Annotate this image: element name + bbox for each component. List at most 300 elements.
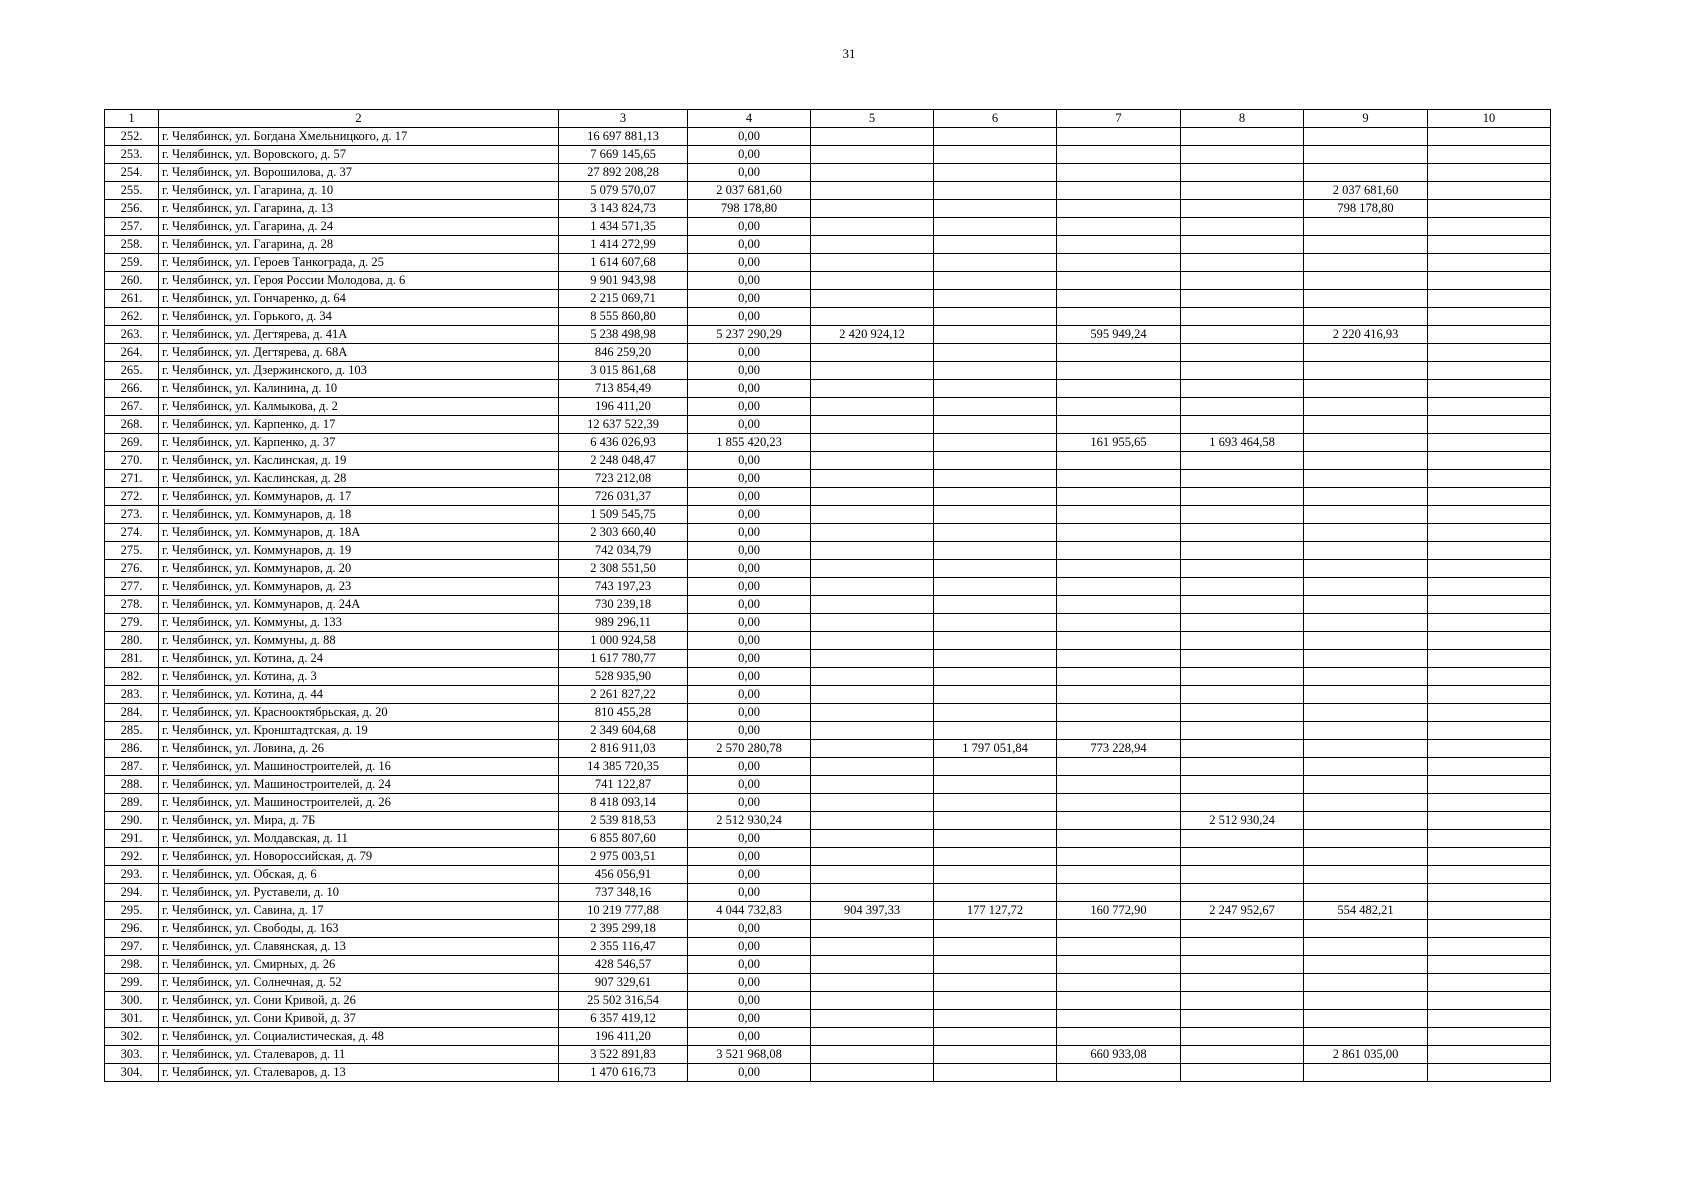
- table-row: [105, 758, 1551, 776]
- table-row: [105, 596, 1551, 614]
- row-number-cell: 253.: [105, 146, 159, 164]
- row-number-cell: 282.: [105, 668, 159, 686]
- value-cell-col-4: 0,00: [688, 614, 811, 632]
- value-cell-col-8: 2 512 930,24: [1181, 812, 1304, 830]
- value-cell-col-5: [811, 470, 934, 488]
- address-cell: г. Челябинск, ул. Героя России Молодова, д. 6: [159, 272, 559, 290]
- address-cell: г. Челябинск, ул. Каслинская, д. 19: [159, 452, 559, 470]
- value-cell-col-9: [1304, 236, 1428, 254]
- value-cell-col-10: [1428, 776, 1551, 794]
- value-cell-col-5: [811, 812, 934, 830]
- value-cell-col-7: [1057, 632, 1181, 650]
- value-cell-col-4: 0,00: [688, 794, 811, 812]
- address-cell: г. Челябинск, ул. Котина, д. 3: [159, 668, 559, 686]
- value-cell-col-3: 1 434 571,35: [559, 218, 688, 236]
- value-cell-col-3: 196 411,20: [559, 1028, 688, 1046]
- value-cell-col-3: 737 348,16: [559, 884, 688, 902]
- table-row: [105, 974, 1551, 992]
- value-cell-col-4: 5 237 290,29: [688, 326, 811, 344]
- value-cell-col-6: [934, 956, 1057, 974]
- table-row: [105, 578, 1551, 596]
- value-cell-col-9: [1304, 848, 1428, 866]
- value-cell-col-4: 0,00: [688, 254, 811, 272]
- value-cell-col-8: [1181, 920, 1304, 938]
- row-number-cell: 254.: [105, 164, 159, 182]
- value-cell-col-7: [1057, 362, 1181, 380]
- value-cell-col-9: [1304, 956, 1428, 974]
- address-cell: г. Челябинск, ул. Коммунаров, д. 20: [159, 560, 559, 578]
- value-cell-col-7: [1057, 416, 1181, 434]
- value-cell-col-3: 810 455,28: [559, 704, 688, 722]
- value-cell-col-3: 2 248 048,47: [559, 452, 688, 470]
- address-cell: г. Челябинск, ул. Коммунаров, д. 18: [159, 506, 559, 524]
- value-cell-col-9: [1304, 254, 1428, 272]
- value-cell-col-4: 2 512 930,24: [688, 812, 811, 830]
- value-cell-col-4: 0,00: [688, 974, 811, 992]
- value-cell-col-6: [934, 380, 1057, 398]
- value-cell-col-7: [1057, 380, 1181, 398]
- address-cell: г. Челябинск, ул. Солнечная, д. 52: [159, 974, 559, 992]
- value-cell-col-8: [1181, 974, 1304, 992]
- row-number-cell: 293.: [105, 866, 159, 884]
- row-number-cell: 298.: [105, 956, 159, 974]
- row-number-cell: 262.: [105, 308, 159, 326]
- value-cell-col-9: [1304, 1064, 1428, 1082]
- table-row: [105, 794, 1551, 812]
- value-cell-col-9: [1304, 578, 1428, 596]
- value-cell-col-8: [1181, 758, 1304, 776]
- value-cell-col-3: 989 296,11: [559, 614, 688, 632]
- column-header-3: 3: [559, 110, 688, 128]
- address-cell: г. Челябинск, ул. Героев Танкограда, д. 25: [159, 254, 559, 272]
- value-cell-col-10: [1428, 416, 1551, 434]
- value-cell-col-6: [934, 938, 1057, 956]
- table-row: [105, 218, 1551, 236]
- table-row: [105, 236, 1551, 254]
- address-cell: г. Челябинск, ул. Гагарина, д. 10: [159, 182, 559, 200]
- value-cell-col-9: [1304, 362, 1428, 380]
- value-cell-col-5: [811, 416, 934, 434]
- value-cell-col-7: [1057, 614, 1181, 632]
- value-cell-col-6: [934, 614, 1057, 632]
- value-cell-col-6: [934, 362, 1057, 380]
- value-cell-col-9: [1304, 686, 1428, 704]
- value-cell-col-6: [934, 704, 1057, 722]
- value-cell-col-10: [1428, 740, 1551, 758]
- address-cell: г. Челябинск, ул. Горького, д. 34: [159, 308, 559, 326]
- address-cell: г. Челябинск, ул. Дзержинского, д. 103: [159, 362, 559, 380]
- value-cell-col-6: [934, 146, 1057, 164]
- value-cell-col-6: [934, 182, 1057, 200]
- table-row: [105, 416, 1551, 434]
- value-cell-col-4: 0,00: [688, 776, 811, 794]
- table-body: [105, 128, 1551, 1082]
- value-cell-col-9: [1304, 1028, 1428, 1046]
- value-cell-col-6: [934, 884, 1057, 902]
- value-cell-col-5: [811, 128, 934, 146]
- value-cell-col-6: 1 797 051,84: [934, 740, 1057, 758]
- value-cell-col-6: [934, 992, 1057, 1010]
- value-cell-col-7: [1057, 758, 1181, 776]
- value-cell-col-5: [811, 704, 934, 722]
- row-number-cell: 303.: [105, 1046, 159, 1064]
- address-cell: г. Челябинск, ул. Калмыкова, д. 2: [159, 398, 559, 416]
- table-row: [105, 650, 1551, 668]
- column-header-9: 9: [1304, 110, 1428, 128]
- value-cell-col-6: [934, 758, 1057, 776]
- value-cell-col-8: [1181, 866, 1304, 884]
- row-number-cell: 255.: [105, 182, 159, 200]
- value-cell-col-9: [1304, 560, 1428, 578]
- value-cell-col-6: 177 127,72: [934, 902, 1057, 920]
- value-cell-col-4: 0,00: [688, 164, 811, 182]
- value-cell-col-10: [1428, 146, 1551, 164]
- address-cell: г. Челябинск, ул. Ворошилова, д. 37: [159, 164, 559, 182]
- row-number-cell: 304.: [105, 1064, 159, 1082]
- value-cell-col-7: [1057, 650, 1181, 668]
- table-row: [105, 398, 1551, 416]
- address-cell: г. Челябинск, ул. Мира, д. 7Б: [159, 812, 559, 830]
- value-cell-col-8: [1181, 1046, 1304, 1064]
- value-cell-col-5: 2 420 924,12: [811, 326, 934, 344]
- value-cell-col-5: [811, 632, 934, 650]
- value-cell-col-5: [811, 236, 934, 254]
- value-cell-col-9: [1304, 218, 1428, 236]
- row-number-cell: 286.: [105, 740, 159, 758]
- table-row: [105, 470, 1551, 488]
- value-cell-col-3: 196 411,20: [559, 398, 688, 416]
- value-cell-col-3: 14 385 720,35: [559, 758, 688, 776]
- row-number-cell: 266.: [105, 380, 159, 398]
- value-cell-col-10: [1428, 812, 1551, 830]
- value-cell-col-10: [1428, 830, 1551, 848]
- value-cell-col-8: [1181, 326, 1304, 344]
- value-cell-col-6: [934, 650, 1057, 668]
- value-cell-col-7: 161 955,65: [1057, 434, 1181, 452]
- value-cell-col-10: [1428, 290, 1551, 308]
- value-cell-col-5: [811, 722, 934, 740]
- value-cell-col-6: [934, 290, 1057, 308]
- row-number-cell: 258.: [105, 236, 159, 254]
- value-cell-col-7: [1057, 884, 1181, 902]
- value-cell-col-10: [1428, 470, 1551, 488]
- value-cell-col-4: 0,00: [688, 848, 811, 866]
- value-cell-col-8: [1181, 524, 1304, 542]
- table-header-row: [105, 110, 1551, 128]
- value-cell-col-10: [1428, 1046, 1551, 1064]
- value-cell-col-8: [1181, 290, 1304, 308]
- row-number-cell: 295.: [105, 902, 159, 920]
- address-cell: г. Челябинск, ул. Новороссийская, д. 79: [159, 848, 559, 866]
- address-cell: г. Челябинск, ул. Ловина, д. 26: [159, 740, 559, 758]
- address-cell: г. Челябинск, ул. Славянская, д. 13: [159, 938, 559, 956]
- row-number-cell: 268.: [105, 416, 159, 434]
- value-cell-col-9: [1304, 974, 1428, 992]
- value-cell-col-5: [811, 992, 934, 1010]
- value-cell-col-5: [811, 344, 934, 362]
- table-row: [105, 902, 1551, 920]
- value-cell-col-8: 2 247 952,67: [1181, 902, 1304, 920]
- address-cell: г. Челябинск, ул. Гагарина, д. 24: [159, 218, 559, 236]
- value-cell-col-3: 1 470 616,73: [559, 1064, 688, 1082]
- value-cell-col-6: [934, 542, 1057, 560]
- value-cell-col-10: [1428, 398, 1551, 416]
- value-cell-col-9: [1304, 488, 1428, 506]
- table-row: [105, 308, 1551, 326]
- value-cell-col-10: [1428, 542, 1551, 560]
- table-row: [105, 344, 1551, 362]
- value-cell-col-7: [1057, 722, 1181, 740]
- value-cell-col-4: 3 521 968,08: [688, 1046, 811, 1064]
- row-number-cell: 281.: [105, 650, 159, 668]
- table-row: [105, 200, 1551, 218]
- table-row: [105, 182, 1551, 200]
- value-cell-col-10: [1428, 974, 1551, 992]
- value-cell-col-3: 7 669 145,65: [559, 146, 688, 164]
- address-cell: г. Челябинск, ул. Краснооктябрьская, д. 20: [159, 704, 559, 722]
- value-cell-col-5: [811, 560, 934, 578]
- value-cell-col-6: [934, 416, 1057, 434]
- value-cell-col-8: [1181, 506, 1304, 524]
- table-row: [105, 254, 1551, 272]
- value-cell-col-8: [1181, 218, 1304, 236]
- value-cell-col-8: [1181, 272, 1304, 290]
- value-cell-col-6: [934, 776, 1057, 794]
- value-cell-col-8: [1181, 992, 1304, 1010]
- row-number-cell: 279.: [105, 614, 159, 632]
- value-cell-col-8: [1181, 308, 1304, 326]
- value-cell-col-3: 1 617 780,77: [559, 650, 688, 668]
- value-cell-col-6: [934, 398, 1057, 416]
- value-cell-col-8: [1181, 884, 1304, 902]
- value-cell-col-8: [1181, 722, 1304, 740]
- value-cell-col-5: [811, 272, 934, 290]
- value-cell-col-3: 2 261 827,22: [559, 686, 688, 704]
- value-cell-col-7: [1057, 776, 1181, 794]
- value-cell-col-8: [1181, 488, 1304, 506]
- value-cell-col-10: [1428, 560, 1551, 578]
- value-cell-col-9: [1304, 668, 1428, 686]
- value-cell-col-5: [811, 200, 934, 218]
- value-cell-col-8: [1181, 164, 1304, 182]
- table-row: [105, 506, 1551, 524]
- value-cell-col-7: [1057, 1010, 1181, 1028]
- value-cell-col-4: 0,00: [688, 524, 811, 542]
- value-cell-col-6: [934, 524, 1057, 542]
- value-cell-col-7: [1057, 812, 1181, 830]
- value-cell-col-9: [1304, 812, 1428, 830]
- value-cell-col-7: [1057, 272, 1181, 290]
- table-row: [105, 146, 1551, 164]
- value-cell-col-8: [1181, 1064, 1304, 1082]
- value-cell-col-8: [1181, 254, 1304, 272]
- table-row: [105, 830, 1551, 848]
- value-cell-col-6: [934, 164, 1057, 182]
- value-cell-col-8: [1181, 740, 1304, 758]
- value-cell-col-4: 0,00: [688, 722, 811, 740]
- value-cell-col-5: [811, 578, 934, 596]
- value-cell-col-5: [811, 866, 934, 884]
- value-cell-col-3: 6 357 419,12: [559, 1010, 688, 1028]
- value-cell-col-5: [811, 974, 934, 992]
- table-row: [105, 128, 1551, 146]
- value-cell-col-7: [1057, 578, 1181, 596]
- value-cell-col-9: [1304, 740, 1428, 758]
- value-cell-col-3: 12 637 522,39: [559, 416, 688, 434]
- value-cell-col-4: 0,00: [688, 506, 811, 524]
- column-header-7: 7: [1057, 110, 1181, 128]
- row-number-cell: 300.: [105, 992, 159, 1010]
- value-cell-col-4: 0,00: [688, 128, 811, 146]
- value-cell-col-5: [811, 452, 934, 470]
- value-cell-col-4: 0,00: [688, 146, 811, 164]
- value-cell-col-10: [1428, 614, 1551, 632]
- value-cell-col-9: [1304, 722, 1428, 740]
- value-cell-col-6: [934, 1028, 1057, 1046]
- value-cell-col-6: [934, 830, 1057, 848]
- table-row: [105, 1010, 1551, 1028]
- value-cell-col-7: [1057, 992, 1181, 1010]
- value-cell-col-4: 2 570 280,78: [688, 740, 811, 758]
- column-header-4: 4: [688, 110, 811, 128]
- address-cell: г. Челябинск, ул. Котина, д. 44: [159, 686, 559, 704]
- value-cell-col-5: [811, 596, 934, 614]
- value-cell-col-10: [1428, 452, 1551, 470]
- value-cell-col-9: [1304, 416, 1428, 434]
- value-cell-col-5: [811, 686, 934, 704]
- value-cell-col-10: [1428, 128, 1551, 146]
- value-cell-col-6: [934, 560, 1057, 578]
- value-cell-col-4: 0,00: [688, 488, 811, 506]
- address-cell: г. Челябинск, ул. Свободы, д. 163: [159, 920, 559, 938]
- value-cell-col-4: 0,00: [688, 308, 811, 326]
- value-cell-col-9: [1304, 380, 1428, 398]
- value-cell-col-3: 1 414 272,99: [559, 236, 688, 254]
- address-cell: г. Челябинск, ул. Сони Кривой, д. 26: [159, 992, 559, 1010]
- address-cell: г. Челябинск, ул. Каслинская, д. 28: [159, 470, 559, 488]
- address-cell: г. Челябинск, ул. Сони Кривой, д. 37: [159, 1010, 559, 1028]
- row-number-cell: 265.: [105, 362, 159, 380]
- address-cell: г. Челябинск, ул. Гончаренко, д. 64: [159, 290, 559, 308]
- value-cell-col-9: [1304, 614, 1428, 632]
- value-cell-col-4: 1 855 420,23: [688, 434, 811, 452]
- row-number-cell: 284.: [105, 704, 159, 722]
- address-cell: г. Челябинск, ул. Коммуны, д. 88: [159, 632, 559, 650]
- value-cell-col-3: 2 303 660,40: [559, 524, 688, 542]
- value-cell-col-6: [934, 344, 1057, 362]
- value-cell-col-9: [1304, 344, 1428, 362]
- value-cell-col-4: 0,00: [688, 416, 811, 434]
- value-cell-col-8: [1181, 614, 1304, 632]
- value-cell-col-5: [811, 776, 934, 794]
- row-number-cell: 260.: [105, 272, 159, 290]
- value-cell-col-9: 2 037 681,60: [1304, 182, 1428, 200]
- address-cell: г. Челябинск, ул. Дегтярева, д. 41А: [159, 326, 559, 344]
- value-cell-col-9: 2 220 416,93: [1304, 326, 1428, 344]
- value-cell-col-8: [1181, 704, 1304, 722]
- value-cell-col-4: 0,00: [688, 992, 811, 1010]
- address-cell: г. Челябинск, ул. Гагарина, д. 13: [159, 200, 559, 218]
- value-cell-col-5: [811, 254, 934, 272]
- table-row: [105, 560, 1551, 578]
- value-cell-col-9: [1304, 272, 1428, 290]
- value-cell-col-7: [1057, 182, 1181, 200]
- value-cell-col-5: [811, 1046, 934, 1064]
- value-cell-col-3: 2 539 818,53: [559, 812, 688, 830]
- value-cell-col-8: [1181, 398, 1304, 416]
- value-cell-col-6: [934, 668, 1057, 686]
- value-cell-col-3: 1 614 607,68: [559, 254, 688, 272]
- value-cell-col-5: [811, 380, 934, 398]
- value-cell-col-7: [1057, 704, 1181, 722]
- value-cell-col-10: [1428, 902, 1551, 920]
- row-number-cell: 274.: [105, 524, 159, 542]
- value-cell-col-8: [1181, 632, 1304, 650]
- column-header-1: 1: [105, 110, 159, 128]
- row-number-cell: 297.: [105, 938, 159, 956]
- value-cell-col-4: 0,00: [688, 1064, 811, 1082]
- value-cell-col-8: [1181, 362, 1304, 380]
- value-cell-col-4: 0,00: [688, 704, 811, 722]
- table-row: [105, 1064, 1551, 1082]
- value-cell-col-5: [811, 1064, 934, 1082]
- table-row: [105, 524, 1551, 542]
- value-cell-col-3: 25 502 316,54: [559, 992, 688, 1010]
- value-cell-col-4: 0,00: [688, 398, 811, 416]
- value-cell-col-5: [811, 830, 934, 848]
- value-cell-col-10: [1428, 506, 1551, 524]
- value-cell-col-9: [1304, 506, 1428, 524]
- value-cell-col-3: 907 329,61: [559, 974, 688, 992]
- value-cell-col-8: [1181, 200, 1304, 218]
- table-row: [105, 614, 1551, 632]
- value-cell-col-5: [811, 1028, 934, 1046]
- address-cell: г. Челябинск, ул. Савина, д. 17: [159, 902, 559, 920]
- value-cell-col-9: 2 861 035,00: [1304, 1046, 1428, 1064]
- value-cell-col-4: 0,00: [688, 236, 811, 254]
- row-number-cell: 301.: [105, 1010, 159, 1028]
- value-cell-col-5: [811, 182, 934, 200]
- value-cell-col-7: [1057, 470, 1181, 488]
- row-number-cell: 273.: [105, 506, 159, 524]
- value-cell-col-8: [1181, 236, 1304, 254]
- value-cell-col-7: [1057, 452, 1181, 470]
- value-cell-col-8: [1181, 470, 1304, 488]
- value-cell-col-4: 0,00: [688, 668, 811, 686]
- row-number-cell: 275.: [105, 542, 159, 560]
- value-cell-col-6: [934, 452, 1057, 470]
- value-cell-col-3: 5 079 570,07: [559, 182, 688, 200]
- value-cell-col-5: [811, 488, 934, 506]
- column-header-8: 8: [1181, 110, 1304, 128]
- value-cell-col-6: [934, 632, 1057, 650]
- value-cell-col-5: [811, 956, 934, 974]
- value-cell-col-5: [811, 920, 934, 938]
- value-cell-col-10: [1428, 632, 1551, 650]
- value-cell-col-8: [1181, 776, 1304, 794]
- value-cell-col-4: 2 037 681,60: [688, 182, 811, 200]
- row-number-cell: 296.: [105, 920, 159, 938]
- value-cell-col-9: [1304, 398, 1428, 416]
- value-cell-col-10: [1428, 1064, 1551, 1082]
- value-cell-col-5: [811, 668, 934, 686]
- table-row: [105, 668, 1551, 686]
- address-cell: г. Челябинск, ул. Дегтярева, д. 68А: [159, 344, 559, 362]
- value-cell-col-7: [1057, 254, 1181, 272]
- value-cell-col-10: [1428, 164, 1551, 182]
- value-cell-col-10: [1428, 650, 1551, 668]
- table-row: [105, 938, 1551, 956]
